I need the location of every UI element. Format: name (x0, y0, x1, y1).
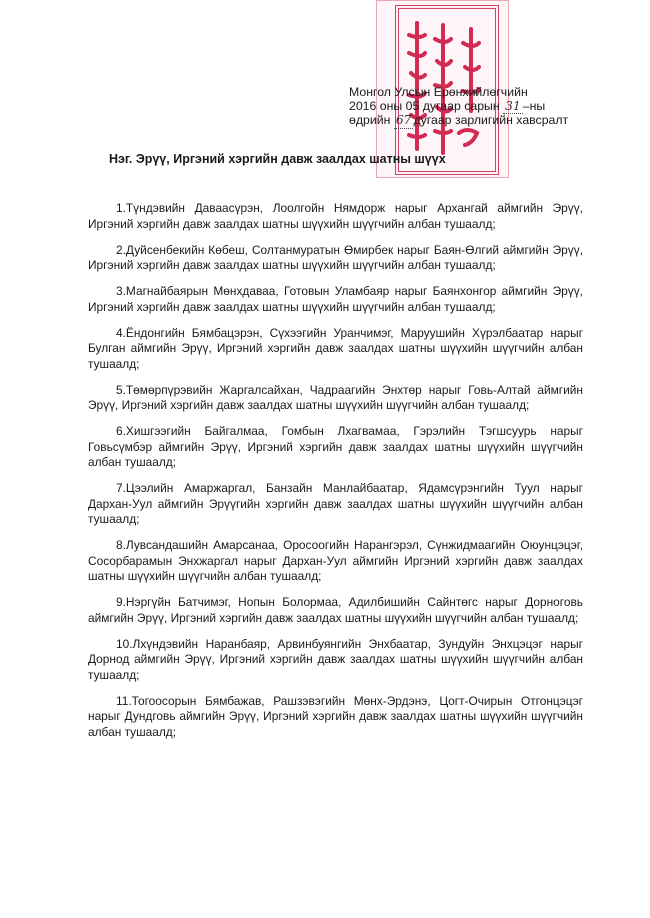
header-line-2-prefix: 2016 оны 05 дугаар сарын (349, 98, 504, 113)
header-line-1: Монгол Улсын Ерөнхийлөгчийн (349, 85, 528, 99)
list-item: 2.Дуйсенбекийн Көбеш, Солтанмуратын Өмирбек нарыг Баян-Өлгий аймгийн Эрүү, Иргэний хэргийн давж заалдах шатны шүүхийн шүүгчийн албан тушаалд; (88, 242, 583, 272)
list-item: 5.Төмөрпүрэвийн Жаргалсайхан, Чадраагийн Энхтөр нарыг Говь-Алтай аймгийн Эрүү, Иргэний хэргийн давж заалдах шатны шүүхийн шүүгчийн албан тушаалд; (88, 382, 583, 412)
list-item: 10.Лхүндэвийн Наранбаяр, Арвинбуянгийн Энхбаатар, Зундуйн Энхцэцэг нарыг Дорнод аймгийн Эрүү, Иргэний хэргийн давж заалдах шатны шүүхийн шүүгчийн албан тушаалд; (88, 636, 583, 682)
decree-annex-header (349, 86, 589, 129)
header-line-3 (349, 114, 589, 129)
list-item: 3.Магнайбаярын Мөнхдаваа, Готовын Уламбаяр нарыг Баянхонгор аймгийн Эрүү, Иргэний хэргийн давж заалдах шатны шүүхийн шүүгчийн албан тушаалд; (88, 284, 583, 314)
header-line-3-prefix: өдрийн (349, 113, 394, 127)
list-item: 6.Хишгээгийн Байгалмаа, Гомбын Лхагвамаа, Гэрэлийн Тэгшсуурь нарыг Говьсүмбэр аймгийн Эрүү, Иргэний хэргийн давж заалдах шатны шүүхийн шүүгчийн албан тушаалд; (88, 424, 583, 469)
list-item: 7.Цээлийн Амаржаргал, Банзайн Манлайбаатар, Ядамсүрэнгийн Туул нарыг Дархан-Уул аймгийн Эрүүгийн хэргийн давж заалдах шатны шүүхийн шүүгчийн албан тушаалд; (88, 481, 583, 526)
header-line-2 (349, 100, 589, 115)
section-title: Нэг. Эрүү, Иргэний хэргийн давж заалдах шатны шүүх (109, 152, 446, 166)
list-item: 1.Түндэвийн Даваасүрэн, Лоолгойн Нямдорж нарыг Архангай аймгийн Эрүү, Иргэний хэргийн давж заалдах шатны шүүхийн шүүгчийн албан тушаалд; (88, 201, 583, 231)
handwritten-day: 31 (505, 98, 521, 113)
list-item: 4.Ёндонгийн Бямбацэрэн, Сүхээгийн Уранчимэг, Маруушийн Хүрэлбаатар нарыг Булган аймгийн Эрүү, Иргэний хэргийн давж заалдах шатны шүүхийн шүүгчийн албан тушаалд; (88, 325, 583, 371)
list-item: 8.Лувсандашийн Амарсанаа, Оросоогийн Нарангэрэл, Сүнжидмаагийн Оюунцэцэг, Сосорбарамын Энхжаргал нарыг Дархан-Уул аймгийн Иргэний хэргийн давж заалдах шатны шүүхийн шүүгчийн албан тушаалд; (88, 538, 583, 583)
appointment-list (88, 201, 583, 751)
list-item: 9.Нэргүйн Батчимэг, Нопын Болормаа, Адилбишийн Сайнтөгс нарыг Дорноговь аймгийн Эрүү, Иргэний хэргийн давж заалдах шатны шүүхийн шүүгчийн албан тушаалд; (88, 595, 583, 625)
header-line-3-suffix: дугаар зарлигийн хавсралт (413, 113, 569, 127)
handwritten-decree-number: 67 (395, 113, 412, 127)
list-item: 11.Тогоосорын Бямбажав, Рашзэвэгийн Мөнх-Эрдэнэ, Цогт-Очирын Отгонцэцэг нарыг Дундговь аймгийн Эрүү, Иргэний хэргийн давж заалдах шатны шүүхийн шүүгчийн албан тушаалд; (88, 693, 583, 739)
header-line-2-suffix: –ны (522, 98, 546, 113)
